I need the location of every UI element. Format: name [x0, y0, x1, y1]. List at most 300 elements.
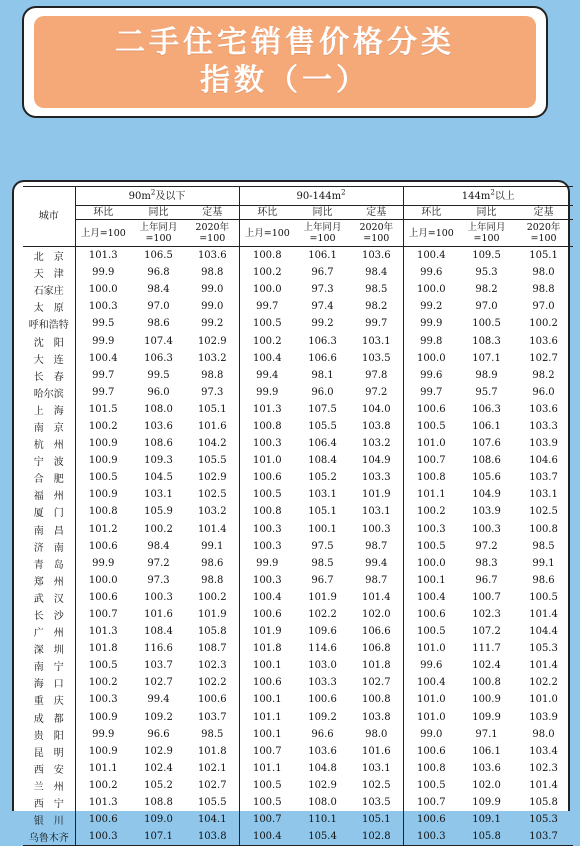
index-value: 103.3 [350, 469, 403, 486]
index-value: 110.1 [308, 814, 337, 826]
sub-header: 定基 [514, 206, 573, 220]
table-row [23, 794, 573, 811]
index-value: 97.2 [147, 557, 170, 569]
index-value: 103.6 [144, 420, 173, 432]
base-header: 上月=100 [403, 220, 459, 247]
index-value: 105.2 [308, 472, 337, 484]
index-value: 98.4 [350, 264, 403, 281]
index-value: 99.9 [92, 728, 115, 740]
index-value: 97.4 [311, 301, 334, 313]
index-value: 99.4 [256, 369, 279, 381]
index-value: 97.0 [475, 301, 498, 313]
index-value: 100.6 [88, 540, 118, 552]
index-value: 109.0 [144, 814, 173, 826]
index-value: 100.2 [252, 335, 282, 347]
index-value: 103.2 [350, 435, 403, 452]
index-value: 99.7 [92, 386, 115, 398]
index-value: 100.5 [529, 591, 558, 603]
index-value: 101.0 [416, 643, 446, 655]
index-value: 100.0 [88, 574, 118, 586]
index-value: 100.3 [252, 523, 282, 535]
city-name: 南 京 [23, 418, 75, 435]
index-value: 105.1 [529, 250, 558, 262]
index-value: 100.7 [416, 455, 446, 467]
index-value: 98.7 [350, 572, 403, 589]
index-value: 103.8 [186, 828, 239, 846]
index-value: 101.0 [416, 694, 446, 706]
index-value: 98.8 [532, 284, 555, 296]
index-value: 101.3 [88, 250, 118, 262]
index-value: 108.6 [144, 438, 173, 450]
index-value: 103.9 [529, 438, 558, 450]
index-value: 97.8 [350, 367, 403, 384]
index-value: 98.8 [186, 264, 239, 281]
index-value: 100.0 [416, 557, 446, 569]
group-header-small: $90m^2$及以下 [75, 187, 239, 206]
index-value: 104.8 [308, 762, 337, 774]
index-value: 101.2 [88, 523, 118, 535]
city-name: 杭 州 [23, 435, 75, 452]
index-value: 114.6 [308, 643, 337, 655]
group-header-large: $144m^2$以上 [403, 187, 573, 206]
index-value: 105.1 [308, 506, 337, 518]
index-value: 103.9 [472, 506, 501, 518]
index-value: 103.7 [144, 660, 173, 672]
table-row [23, 777, 573, 794]
index-value: 100.4 [416, 677, 446, 689]
index-value: 98.5 [350, 281, 403, 298]
index-value: 100.0 [416, 284, 446, 296]
index-value: 105.5 [186, 794, 239, 811]
index-value: 100.6 [416, 609, 446, 621]
index-value: 98.8 [186, 367, 239, 384]
index-value: 103.0 [308, 660, 337, 672]
index-value: 99.4 [350, 555, 403, 572]
index-value: 105.2 [144, 779, 173, 791]
index-value: 100.3 [75, 828, 131, 846]
index-value: 99.7 [92, 369, 115, 381]
city-name: 广 州 [23, 623, 75, 640]
city-name: 沈 阳 [23, 332, 75, 349]
index-value: 97.3 [147, 574, 170, 586]
index-value: 102.5 [529, 506, 558, 518]
index-value: 102.9 [308, 779, 337, 791]
index-value: 100.5 [252, 779, 282, 791]
index-value: 105.1 [350, 811, 403, 828]
index-value: 100.3 [472, 523, 501, 535]
base-header: 2020年 =100 [186, 220, 239, 247]
index-value: 102.7 [529, 352, 558, 364]
index-value: 103.6 [529, 403, 558, 415]
city-name: 合 肥 [23, 469, 75, 486]
index-value: 107.5 [308, 403, 337, 415]
index-value: 96.7 [311, 267, 334, 279]
index-value: 102.2 [186, 674, 239, 691]
index-value: 101.0 [416, 438, 446, 450]
index-value: 103.3 [529, 420, 558, 432]
index-value: 99.8 [420, 335, 443, 347]
city-name: 上 海 [23, 401, 75, 418]
index-value: 98.2 [532, 369, 555, 381]
table-row [23, 743, 573, 760]
index-value: 100.4 [252, 591, 282, 603]
table-row [23, 401, 573, 418]
index-value: 100.9 [88, 489, 118, 501]
index-value: 96.8 [147, 267, 170, 279]
index-value: 105.8 [529, 797, 558, 809]
sub-header: 同比 [459, 206, 514, 220]
index-value: 102.3 [472, 609, 501, 621]
index-value: 106.3 [144, 352, 173, 364]
city-name: 厦 门 [23, 503, 75, 520]
city-name: 成 都 [23, 709, 75, 726]
index-value: 100.7 [252, 814, 282, 826]
index-value: 101.0 [252, 455, 282, 467]
table-row [23, 606, 573, 623]
index-value: 109.2 [144, 711, 173, 723]
index-value: 103.1 [350, 760, 403, 777]
index-value: 101.9 [186, 606, 239, 623]
table-row [23, 332, 573, 349]
city-name: 深 圳 [23, 640, 75, 657]
index-value: 103.6 [529, 335, 558, 347]
index-value: 100.5 [88, 660, 118, 672]
index-value: 100.4 [88, 352, 118, 364]
index-value: 109.5 [472, 250, 501, 262]
index-value: 99.4 [147, 694, 170, 706]
index-value: 98.0 [532, 267, 555, 279]
index-value: 100.1 [252, 694, 282, 706]
index-value: 95.7 [475, 386, 498, 398]
index-value: 105.8 [459, 828, 514, 846]
title-line-2: 指数（一） [200, 63, 370, 98]
index-value: 98.4 [147, 284, 170, 296]
city-name: 西 安 [23, 760, 75, 777]
base-header: 2020年 =100 [514, 220, 573, 247]
table-row [23, 521, 573, 538]
index-value: 96.0 [311, 386, 334, 398]
index-value: 101.0 [416, 711, 446, 723]
index-value: 108.7 [186, 640, 239, 657]
city-name: 呼和浩特 [23, 315, 75, 332]
city-name: 兰 州 [23, 777, 75, 794]
index-value: 102.0 [350, 606, 403, 623]
index-value: 98.8 [186, 572, 239, 589]
index-value: 102.7 [186, 777, 239, 794]
index-value: 99.0 [186, 281, 239, 298]
index-value: 102.1 [186, 760, 239, 777]
index-value: 103.5 [350, 794, 403, 811]
index-value: 98.1 [311, 369, 334, 381]
index-value: 99.1 [532, 557, 555, 569]
index-value: 100.3 [88, 694, 118, 706]
table-row [23, 555, 573, 572]
index-value: 101.3 [88, 626, 118, 638]
index-value: 100.5 [472, 318, 501, 330]
city-name: 大 连 [23, 350, 75, 367]
index-value: 100.5 [416, 420, 446, 432]
index-value: 101.6 [350, 743, 403, 760]
index-value: 103.4 [529, 745, 558, 757]
index-value: 100.8 [416, 762, 446, 774]
index-value: 100.6 [252, 677, 282, 689]
index-value: 98.5 [311, 557, 334, 569]
index-value: 102.3 [186, 657, 239, 674]
base-header: 上月=100 [75, 220, 131, 247]
index-value: 100.9 [472, 694, 501, 706]
index-value: 102.2 [308, 609, 337, 621]
index-value: 100.6 [252, 609, 282, 621]
index-value: 100.7 [252, 745, 282, 757]
index-value: 108.8 [144, 797, 173, 809]
index-value: 104.5 [144, 472, 173, 484]
index-value: 100.1 [416, 574, 446, 586]
index-value: 100.3 [252, 540, 282, 552]
table-row [23, 726, 573, 743]
index-value: 98.2 [475, 284, 498, 296]
city-name: 重 庆 [23, 691, 75, 708]
index-value: 102.3 [529, 762, 558, 774]
index-value: 103.8 [350, 418, 403, 435]
index-value: 100.4 [416, 591, 446, 603]
table-row [23, 760, 573, 777]
index-value: 101.1 [416, 489, 446, 501]
index-value: 100.8 [472, 677, 501, 689]
index-value: 100.7 [88, 609, 118, 621]
city-column-header: 城市 [23, 187, 75, 247]
index-value: 100.6 [308, 694, 337, 706]
index-value: 99.9 [92, 335, 115, 347]
index-value: 103.6 [350, 247, 403, 265]
index-value: 104.1 [186, 811, 239, 828]
index-value: 96.6 [147, 728, 170, 740]
index-value: 102.9 [186, 332, 239, 349]
index-value: 100.2 [88, 677, 118, 689]
index-value: 100.0 [416, 352, 446, 364]
index-value: 100.4 [252, 352, 282, 364]
price-index-table [23, 186, 573, 846]
sub-header: 环比 [75, 206, 131, 220]
index-value: 97.0 [532, 301, 555, 313]
index-value: 100.3 [252, 438, 282, 450]
table-row [23, 640, 573, 657]
city-name: 长 沙 [23, 606, 75, 623]
index-value: 109.2 [308, 711, 337, 723]
table-row [23, 503, 573, 520]
index-value: 96.0 [532, 386, 555, 398]
index-value: 104.2 [186, 435, 239, 452]
index-value: 100.2 [529, 318, 558, 330]
index-value: 98.9 [475, 369, 498, 381]
index-value: 100.3 [252, 574, 282, 586]
index-value: 101.3 [252, 403, 282, 415]
city-name: 银 川 [23, 811, 75, 828]
index-value: 97.1 [475, 728, 498, 740]
index-value: 100.2 [144, 523, 173, 535]
index-value: 103.6 [472, 762, 501, 774]
city-name: 昆 明 [23, 743, 75, 760]
index-value: 98.6 [147, 318, 170, 330]
city-name: 南 宁 [23, 657, 75, 674]
table-row [23, 264, 573, 281]
index-value: 100.2 [88, 420, 118, 432]
index-value: 103.9 [529, 711, 558, 723]
index-value: 101.8 [252, 643, 282, 655]
index-value: 99.6 [420, 660, 443, 672]
index-value: 100.3 [144, 591, 173, 603]
index-value: 99.6 [420, 369, 443, 381]
index-value: 97.5 [311, 540, 334, 552]
index-value: 99.0 [186, 298, 239, 315]
index-value: 98.6 [532, 574, 555, 586]
index-value: 104.6 [529, 455, 558, 467]
index-value: 106.5 [144, 250, 173, 262]
index-value: 102.7 [144, 677, 173, 689]
index-value: 106.1 [472, 420, 501, 432]
table-row [23, 247, 573, 265]
index-value: 101.8 [88, 643, 118, 655]
index-value: 99.5 [147, 369, 170, 381]
index-value: 105.3 [529, 814, 558, 826]
index-value: 101.1 [88, 762, 118, 774]
index-value: 100.5 [416, 540, 446, 552]
sub-header: 定基 [186, 206, 239, 220]
index-value: 105.8 [186, 623, 239, 640]
index-value: 102.4 [144, 762, 173, 774]
index-value: 101.6 [144, 609, 173, 621]
index-value: 100.8 [252, 250, 282, 262]
index-value: 103.1 [144, 489, 173, 501]
index-value: 97.0 [147, 301, 170, 313]
index-value: 96.7 [311, 574, 334, 586]
base-header: 2020年 =100 [350, 220, 403, 247]
index-value: 107.6 [472, 438, 501, 450]
index-value: 100.6 [186, 691, 239, 708]
index-value: 104.9 [350, 452, 403, 469]
index-value: 98.0 [350, 726, 403, 743]
group-header-medium: $90-144m^2$ [239, 187, 403, 206]
index-value: 103.2 [186, 503, 239, 520]
index-value: 103.1 [308, 489, 337, 501]
city-name: 西 宁 [23, 794, 75, 811]
table-row [23, 828, 573, 846]
city-name: 济 南 [23, 538, 75, 555]
index-value: 100.6 [416, 403, 446, 415]
index-value: 99.9 [256, 386, 279, 398]
city-name: 南 昌 [23, 521, 75, 538]
index-value: 101.8 [350, 657, 403, 674]
city-name: 石家庄 [23, 281, 75, 298]
index-value: 109.9 [472, 797, 501, 809]
table-row [23, 281, 573, 298]
index-value: 101.3 [88, 797, 118, 809]
table-row [23, 538, 573, 555]
index-value: 101.8 [186, 743, 239, 760]
sub-header: 同比 [131, 206, 186, 220]
sub-header: 环比 [239, 206, 295, 220]
title-banner [22, 6, 548, 118]
index-value: 106.3 [308, 335, 337, 347]
table-row [23, 452, 573, 469]
index-value: 99.0 [420, 728, 443, 740]
index-value: 100.1 [252, 728, 282, 740]
index-value: 100.7 [472, 591, 501, 603]
index-value: 103.7 [529, 472, 558, 484]
index-value: 100.8 [88, 506, 118, 518]
index-value: 101.5 [88, 403, 118, 415]
index-value: 98.2 [350, 298, 403, 315]
sub-header: 定基 [350, 206, 403, 220]
index-value: 100.6 [88, 591, 118, 603]
index-value: 100.6 [416, 745, 446, 757]
index-value: 100.3 [403, 828, 459, 846]
table-row [23, 572, 573, 589]
index-value: 100.2 [416, 506, 446, 518]
index-value: 103.8 [350, 709, 403, 726]
index-value: 108.0 [308, 797, 337, 809]
title-line-1: 二手住宅销售价格分类 [115, 25, 455, 60]
table-row [23, 384, 573, 401]
city-name: 青 岛 [23, 555, 75, 572]
index-value: 99.2 [420, 301, 443, 313]
index-value: 102.8 [350, 828, 403, 846]
index-value: 109.9 [472, 711, 501, 723]
index-value: 102.5 [186, 486, 239, 503]
title-panel [34, 16, 536, 108]
index-value: 102.7 [350, 674, 403, 691]
table-row [23, 486, 573, 503]
index-value: 100.2 [186, 589, 239, 606]
index-value: 99.9 [256, 557, 279, 569]
table-row [23, 674, 573, 691]
index-value: 100.7 [416, 797, 446, 809]
index-value: 104.0 [350, 401, 403, 418]
index-value: 105.3 [529, 643, 558, 655]
city-name: 郑 州 [23, 572, 75, 589]
index-value: 108.3 [472, 335, 501, 347]
index-value: 101.1 [252, 762, 282, 774]
index-value: 102.2 [529, 677, 558, 689]
index-value: 106.6 [350, 623, 403, 640]
index-value: 103.1 [350, 332, 403, 349]
index-value: 99.9 [92, 557, 115, 569]
index-value: 100.8 [416, 472, 446, 484]
city-name: 太 原 [23, 298, 75, 315]
index-value: 100.9 [88, 438, 118, 450]
index-value: 104.4 [529, 626, 558, 638]
base-header: 上月=100 [239, 220, 295, 247]
city-name: 天 津 [23, 264, 75, 281]
index-value: 108.6 [472, 455, 501, 467]
index-value: 111.7 [472, 643, 501, 655]
table-row [23, 657, 573, 674]
index-value: 109.1 [472, 814, 501, 826]
table-row [23, 469, 573, 486]
index-value: 101.9 [308, 591, 337, 603]
index-value: 98.5 [186, 726, 239, 743]
index-value: 99.6 [420, 267, 443, 279]
index-value: 103.6 [308, 745, 337, 757]
index-value: 99.7 [350, 315, 403, 332]
index-value: 100.5 [88, 472, 118, 484]
index-value: 103.7 [514, 828, 573, 846]
index-value: 103.1 [350, 503, 403, 520]
index-value: 100.5 [252, 797, 282, 809]
index-value: 107.1 [472, 352, 501, 364]
index-value: 109.6 [308, 626, 337, 638]
index-value: 100.3 [416, 523, 446, 535]
index-value: 99.2 [311, 318, 334, 330]
